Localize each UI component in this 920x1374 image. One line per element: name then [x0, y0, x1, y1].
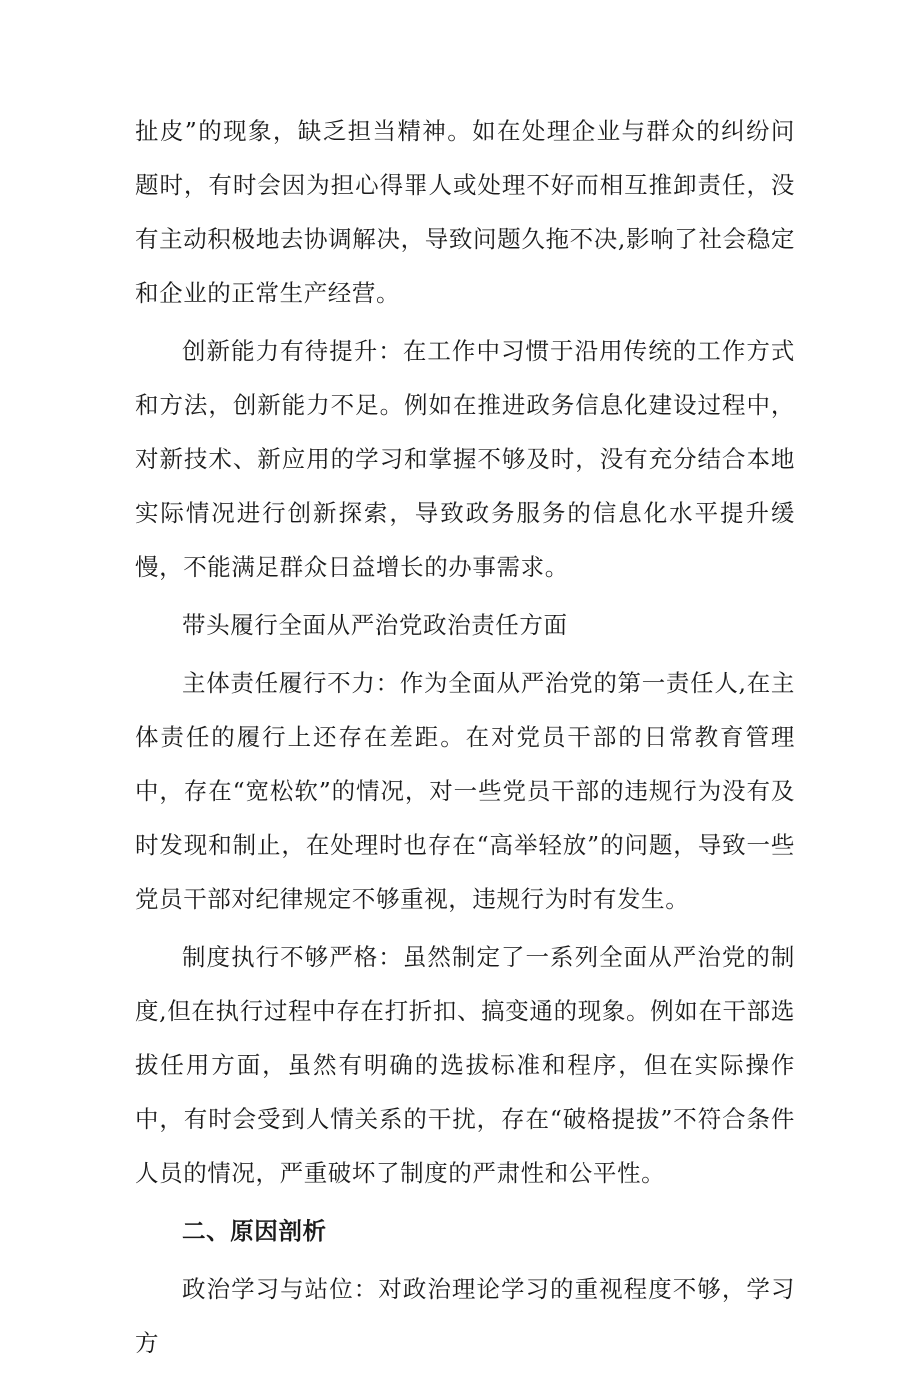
section-heading: 二、原因剖析	[182, 1217, 327, 1245]
section-subheading: 带头履行全面从严治党政治责任方面	[182, 611, 568, 639]
document-page	[135, 104, 795, 1374]
paragraph-1: 扯皮”的现象，缺乏担当精神。如在处理企业与群众的纠纷问题时，有时会因为担心得罪人或处理不好而相互推卸责任，没有主动积极地去协调解决，导致问题久拖不决,影响了社会稳定和企业的正常生产经营。	[135, 117, 795, 307]
paragraph-5: 政治学习与站位：对政治理论学习的重视程度不够，学习方	[135, 1275, 795, 1357]
paragraph-3: 主体责任履行不力：作为全面从严治党的第一责任人,在主体责任的履行上还存在差距。在对党员干部的日常教育管理中，存在“宽松软”的情况，对一些党员干部的违规行为没有及时发现和制止，在处理时也存在“高举轻放”的问题，导致一些党员干部对纪律规定不够重视，违规行为时有发生。	[135, 669, 795, 913]
paragraph-4: 制度执行不够严格：虽然制定了一系列全面从严治党的制度,但在执行过程中存在打折扣、搞变通的现象。例如在干部选拔任用方面，虽然有明确的选拔标准和程序，但在实际操作中，有时会受到人情关系的干扰，存在“破格提拔”不符合条件人员的情况，严重破坏了制度的严肃性和公平性。	[135, 943, 795, 1187]
paragraph-2: 创新能力有待提升：在工作中习惯于沿用传统的工作方式和方法，创新能力不足。例如在推进政务信息化建设过程中，对新技术、新应用的学习和掌握不够及时，没有充分结合本地实际情况进行创新探索，导致政务服务的信息化水平提升缓慢，不能满足群众日益增长的办事需求。	[135, 337, 795, 581]
